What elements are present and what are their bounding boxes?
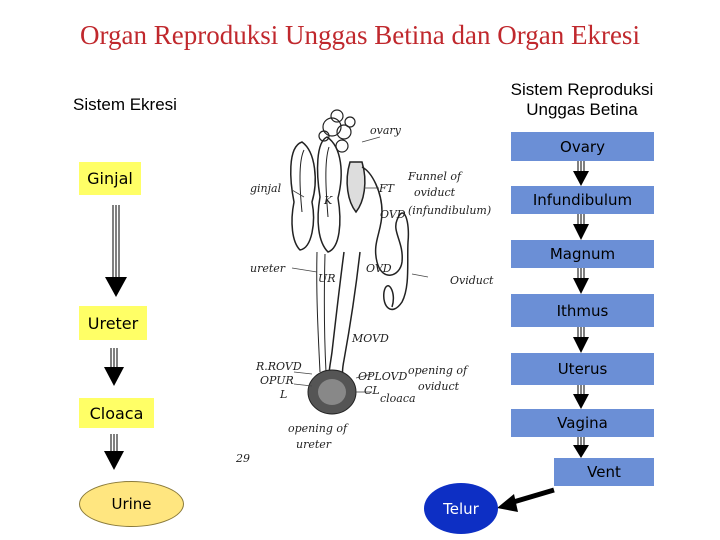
kidney-shapes bbox=[291, 137, 341, 252]
magnum-box: Magnum bbox=[511, 240, 654, 268]
label-opening-3: cloaca bbox=[380, 392, 416, 405]
label-ur: UR bbox=[318, 272, 336, 285]
arrow-vent-telur bbox=[497, 490, 554, 512]
label-ureter: ureter bbox=[250, 262, 286, 275]
vent-box: Vent bbox=[554, 458, 654, 486]
reproductive-header-line2: Unggas Betina bbox=[526, 100, 638, 119]
label-opening-ureter-1: opening of bbox=[288, 422, 348, 435]
ovary-box: Ovary bbox=[511, 132, 654, 161]
anatomy-drawing bbox=[232, 102, 507, 472]
label-funnel-2: oviduct bbox=[414, 186, 456, 199]
arrow-uterus-vagina bbox=[573, 385, 589, 409]
label-oplovd: OPLOVD bbox=[358, 370, 408, 383]
label-funnel-3: (infundibulum) bbox=[408, 204, 492, 217]
label-funnel-1: Funnel of bbox=[408, 170, 462, 183]
cloaca-shape bbox=[308, 370, 356, 414]
arrow-ithmus-uterus bbox=[573, 327, 589, 353]
uterus-box: Uterus bbox=[511, 353, 654, 385]
ovary-cluster bbox=[319, 110, 355, 152]
label-ovd: OVD bbox=[380, 208, 406, 221]
arrow-ovary-infundibulum bbox=[573, 161, 589, 186]
page-title: Organ Reproduksi Unggas Betina dan Organ Ekresi bbox=[80, 20, 640, 50]
label-ovd-2: OVD bbox=[366, 262, 392, 275]
label-movd: MOVD bbox=[352, 332, 389, 345]
label-opur: OPUR bbox=[260, 374, 294, 387]
ginjal-box: Ginjal bbox=[79, 162, 141, 195]
label-opening-ureter-2: ureter bbox=[296, 438, 332, 451]
arrow-vagina-vent bbox=[573, 437, 589, 458]
label-opening-1: opening of bbox=[408, 364, 468, 377]
label-ginjal: ginjal bbox=[250, 182, 282, 195]
label-ft: FT bbox=[379, 182, 394, 195]
cloaca-box: Cloaca bbox=[79, 398, 154, 428]
arrow-cloaca-urine bbox=[104, 434, 124, 470]
vagina-box: Vagina bbox=[511, 409, 654, 437]
reproductive-header-line1: Sistem Reproduksi bbox=[510, 80, 654, 99]
excretory-header: Sistem Ekresi bbox=[73, 95, 177, 114]
label-opening-2: oviduct bbox=[418, 380, 460, 393]
label-rrovd: R.ROVD bbox=[256, 360, 302, 373]
ithmus-box: Ithmus bbox=[511, 294, 654, 327]
label-oviduct: Oviduct bbox=[450, 274, 494, 287]
arrow-magnum-ithmus bbox=[573, 268, 589, 294]
arrow-infundibulum-magnum bbox=[573, 214, 589, 240]
label-cl: CL bbox=[364, 384, 380, 397]
label-l: L bbox=[280, 388, 288, 401]
arrow-ureter-cloaca bbox=[104, 348, 124, 386]
telur-ellipse: Telur bbox=[424, 483, 498, 534]
label-ovary: ovary bbox=[370, 124, 401, 137]
infundibulum-box: Infundibulum bbox=[511, 186, 654, 214]
arrow-ginjal-ureter bbox=[105, 205, 127, 297]
label-page-number: 29 bbox=[236, 452, 250, 465]
urine-ellipse: Urine bbox=[79, 481, 184, 527]
label-k: K bbox=[324, 194, 333, 207]
ureter-box: Ureter bbox=[79, 306, 147, 340]
